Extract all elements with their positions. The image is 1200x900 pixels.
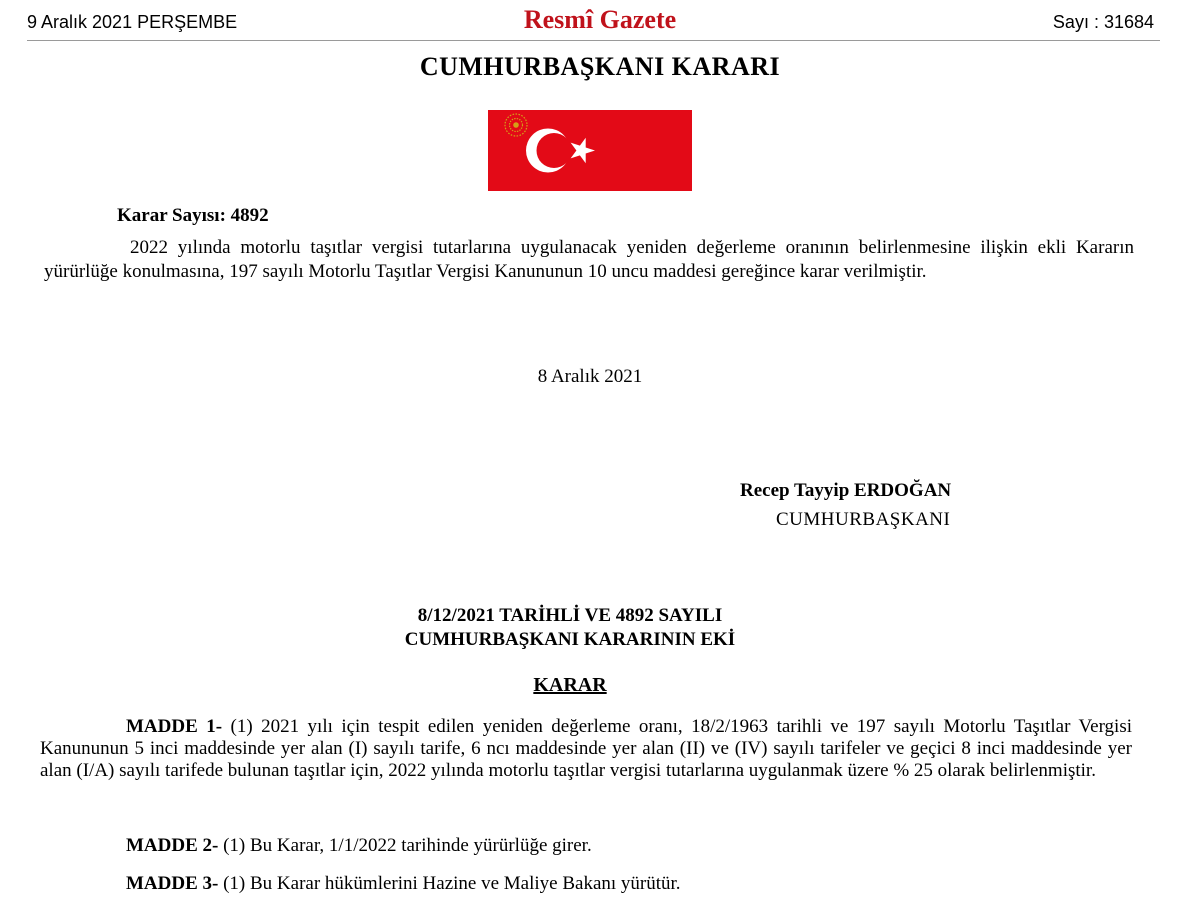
intro-paragraph — [44, 236, 1134, 284]
article-3 — [40, 872, 1132, 896]
gazette-date: 9 Aralık 2021 PERŞEMBE — [27, 12, 238, 32]
document-title: CUMHURBAŞKANI KARARI — [419, 52, 781, 81]
gazette-issue-number: Sayı : 31684 — [1052, 12, 1154, 32]
gazette-title: Resmî Gazete — [523, 5, 677, 34]
signatory-title: CUMHURBAŞKANI — [776, 509, 951, 530]
article-1-label: MADDE 1- — [126, 716, 223, 737]
article-3-text: (1) Bu Karar hükümlerini Hazine ve Maliye Bakanı yürütür. — [223, 873, 681, 894]
article-3-label: MADDE 3- — [126, 873, 219, 894]
article-2-label: MADDE 2- — [126, 835, 219, 856]
article-2 — [40, 834, 1132, 858]
annex-title-line-1: 8/12/2021 TARİHLİ VE 4892 SAYILI — [417, 605, 723, 626]
annex-title — [0, 604, 1140, 652]
intro-text: 2022 yılında motorlu taşıtlar vergisi tutarlarına uygulanacak yeniden değerleme oranının belirlenmesine ilişkin ekli Kararın yürürlüğe konulmasına, 197 sayılı Motorlu Taşıtlar Vergisi Kanununun 10 uncu maddesi gereğince karar verilmiştir. — [44, 237, 1134, 282]
decision-number: Karar Sayısı: 4892 — [117, 205, 269, 226]
signing-date: 8 Aralık 2021 — [537, 366, 643, 387]
signatory-name: Recep Tayyip ERDOĞAN — [740, 480, 952, 501]
header-divider — [27, 40, 1160, 41]
article-1-text: (1) 2021 yılı için tespit edilen yeniden değerleme oranı, 18/2/1963 tarihli ve 197 sayılı Motorlu Taşıtlar Vergisi Kanununun 5 inci maddesinde yer alan (I) sayılı tarife, 6 ncı maddesinde yer alan (II) ve (IV) sayılı tarifeler ve geçici 8 inci maddesinde yer alan (I/A) sayılı tarifede bulunan taşıtlar için, 2022 yılında motorlu taşıtlar vergisi tutarlarına uygulanmak üzere % 25 olarak belirlenmiştir. — [40, 716, 1132, 781]
article-2-text: (1) Bu Karar, 1/1/2022 tarihinde yürürlüğe girer. — [223, 835, 592, 856]
turkish-flag-icon — [488, 110, 692, 191]
article-1 — [40, 716, 1132, 782]
karar-heading: KARAR — [533, 674, 607, 696]
annex-title-line-2: CUMHURBAŞKANI KARARININ EKİ — [404, 629, 736, 650]
